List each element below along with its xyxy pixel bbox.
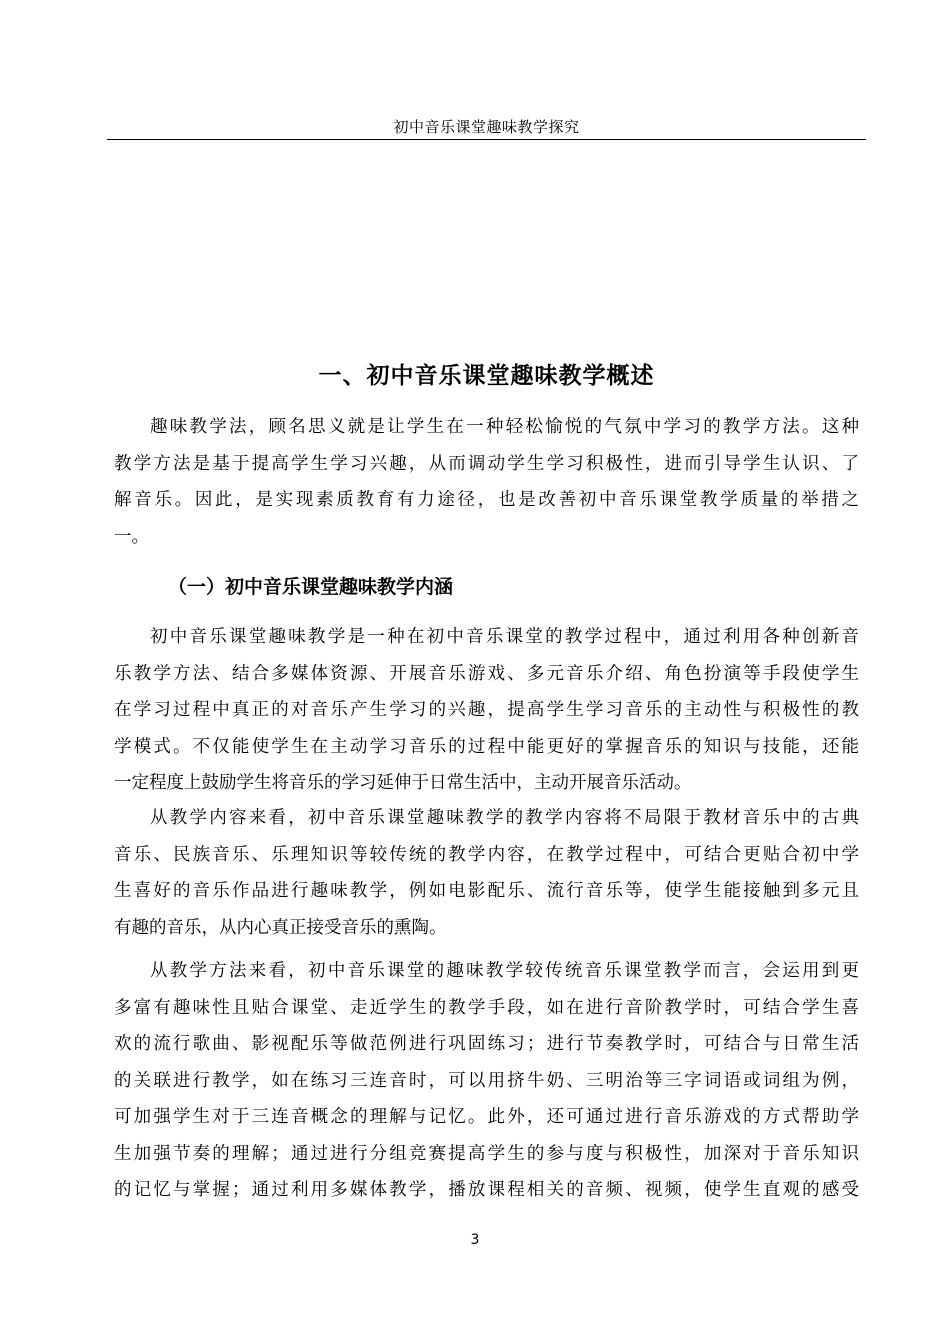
paragraph-line: 的关联进行教学，如在练习三连音时，可以用挤牛奶、三明治等三字词语或词组为例， [114,1070,859,1091]
paragraph-line: 可加强学生对于三连音概念的理解与记忆。此外，还可通过进行音乐游戏的方式帮助学 [114,1107,859,1127]
paragraph-line: 一定程度上鼓励学生将音乐的学习延伸于日常生活中，主动开展音乐活动。 [114,773,692,793]
paragraph-line: 从教学内容来看，初中音乐课堂趣味教学的教学内容将不局限于教材音乐中的古典 [150,808,859,828]
paragraph [114,953,859,1209]
chapter-title: 一、初中音乐课堂趣味教学概述 [318,363,655,389]
paragraph [114,409,859,555]
paragraph-line: 在学习过程中真正的对音乐产生学习的兴趣，提高学生学习音乐的主动性与积极性的教 [114,700,859,720]
header-rule [107,139,866,140]
paragraph-line: 乐教学方法、结合多媒体资源、开展音乐游戏、多元音乐介绍、角色扮演等手段使学生 [114,663,859,684]
paragraph-line: 解音乐。因此，是实现素质教育有力途径，也是改善初中音乐课堂教学质量的举措之 [114,490,859,510]
paragraph-line: 的记忆与掌握；通过利用多媒体教学，播放课程相关的音频、视频，使学生直观的感受 [114,1180,859,1200]
paragraph-line: 初中音乐课堂趣味教学是一种在初中音乐课堂的教学过程中，通过利用各种创新音 [150,627,859,647]
paragraph-line: 从教学方法来看，初中音乐课堂的趣味教学较传统音乐课堂教学而言，会运用到更 [150,961,859,981]
paragraph-line: 有趣的音乐，从内心真正接受音乐的熏陶。 [114,917,447,938]
paragraph [114,619,859,802]
paragraph-line: 音乐、民族音乐、乐理知识等较传统的教学内容，在教学过程中，可结合更贴合初中学 [114,844,859,865]
paragraph-line: 一。 [114,526,149,547]
paragraph-line: 生喜好的音乐作品进行趣味教学，例如电影配乐、流行音乐等，使学生能接触到多元且 [114,881,859,901]
section-title: （一）初中音乐课堂趣味教学内涵 [168,576,454,598]
paragraph [114,800,859,946]
paragraph-line: 欢的流行歌曲、影视配乐等做范例进行巩固练习；进行节奏教学时，可结合与日常生活 [114,1034,859,1054]
paragraph-line: 学模式。不仅能使学生在主动学习音乐的过程中能更好的掌握音乐的知识与技能，还能 [114,736,859,757]
running-header: 初中音乐课堂趣味教学探究 [393,118,580,136]
paragraph-line: 教学方法是基于提高学生学习兴趣，从而调动学生学习积极性，进而引导学生认识、了 [114,453,859,474]
paragraph-line: 生加强节奏的理解；通过进行分组竞赛提高学生的参与度与积极性，加深对于音乐知识 [114,1143,859,1164]
paragraph-line: 趣味教学法，顾名思义就是让学生在一种轻松愉悦的气氛中学习的教学方法。这种 [150,417,859,437]
paragraph-line: 多富有趣味性且贴合课堂、走近学生的教学手段，如在进行音阶教学时，可结合学生喜 [114,997,859,1018]
page-number: 3 [470,1232,480,1248]
